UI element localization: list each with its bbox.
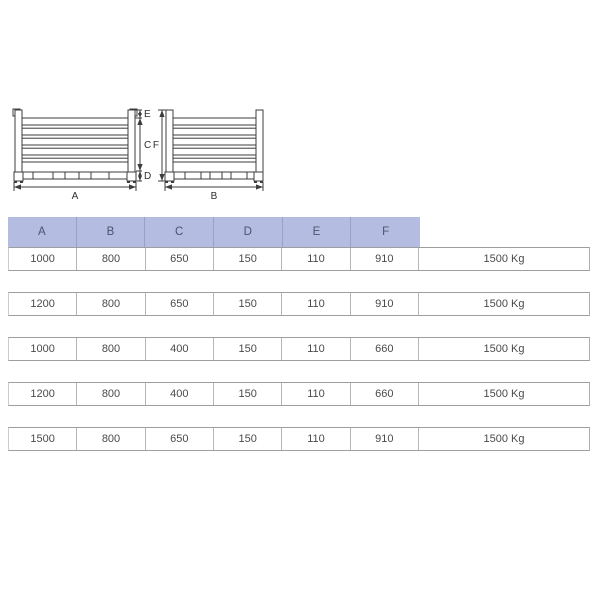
cell-e: 110 xyxy=(282,383,350,405)
cell-e: 110 xyxy=(282,293,350,315)
cell-d: 150 xyxy=(214,293,282,315)
cell-c: 650 xyxy=(146,293,214,315)
left-post xyxy=(15,110,22,180)
foot xyxy=(33,172,53,179)
cell-f: 660 xyxy=(351,338,419,360)
cell-b: 800 xyxy=(77,293,145,315)
cell-c: 650 xyxy=(146,248,214,270)
dim-label-b: B xyxy=(210,191,218,202)
col-header-weight-blank xyxy=(420,217,590,247)
cell-e: 110 xyxy=(282,338,350,360)
end-foot xyxy=(254,172,263,181)
side-view xyxy=(153,110,263,202)
cell-d: 150 xyxy=(214,428,282,450)
container-technical-drawing xyxy=(5,98,285,203)
col-header-a: A xyxy=(8,217,77,247)
col-header-d: D xyxy=(214,217,283,247)
cell-a: 1200 xyxy=(9,383,77,405)
cell-f: 660 xyxy=(351,383,419,405)
col-header-c: C xyxy=(145,217,214,247)
cell-b: 800 xyxy=(77,428,145,450)
col-header-b: B xyxy=(77,217,146,247)
dim-label-a: A xyxy=(71,191,79,202)
dimensions-table xyxy=(8,217,590,451)
foot xyxy=(185,172,201,179)
cell-c: 650 xyxy=(146,428,214,450)
cell-a: 1500 xyxy=(9,428,77,450)
end-foot xyxy=(14,172,23,181)
table-row xyxy=(8,247,590,271)
end-foot xyxy=(127,172,136,181)
dim-label-c: C xyxy=(144,140,152,151)
cell-d: 150 xyxy=(214,248,282,270)
cell-weight: 1500 Kg xyxy=(483,388,525,400)
foot xyxy=(65,172,79,179)
table-row xyxy=(8,382,590,406)
foot xyxy=(231,172,247,179)
cell-weight: 1500 Kg xyxy=(483,343,525,355)
cell-a: 1000 xyxy=(9,248,77,270)
rail xyxy=(22,145,128,148)
rail xyxy=(173,155,256,158)
cell-e: 110 xyxy=(282,428,350,450)
cell-a: 1200 xyxy=(9,293,77,315)
cell-f: 910 xyxy=(351,293,419,315)
dim-label-d: D xyxy=(144,171,152,182)
cell-a: 1000 xyxy=(9,338,77,360)
cell-d: 150 xyxy=(214,383,282,405)
rail xyxy=(22,155,128,158)
cell-c: 400 xyxy=(146,383,214,405)
rail xyxy=(22,125,128,128)
cell-weight: 1500 Kg xyxy=(483,253,525,265)
foot xyxy=(210,172,222,179)
cell-b: 800 xyxy=(77,248,145,270)
col-header-e: E xyxy=(283,217,352,247)
cell-f: 910 xyxy=(351,428,419,450)
cell-weight: 1500 Kg xyxy=(483,433,525,445)
dim-label-e: E xyxy=(144,109,151,120)
table-row xyxy=(8,292,590,316)
table-row xyxy=(8,337,590,361)
table-row xyxy=(8,427,590,451)
left-post xyxy=(166,110,173,180)
table-header-row xyxy=(8,217,590,247)
foot xyxy=(91,172,109,179)
rail xyxy=(173,145,256,148)
cell-b: 800 xyxy=(77,338,145,360)
front-view xyxy=(13,109,151,202)
cell-b: 800 xyxy=(77,383,145,405)
end-foot xyxy=(165,172,174,181)
cell-f: 910 xyxy=(351,248,419,270)
cell-c: 400 xyxy=(146,338,214,360)
rail xyxy=(173,125,256,128)
dim-label-f: F xyxy=(152,140,159,151)
col-header-f: F xyxy=(351,217,420,247)
cell-d: 150 xyxy=(214,338,282,360)
cell-weight: 1500 Kg xyxy=(483,298,525,310)
cell-e: 110 xyxy=(282,248,350,270)
right-post xyxy=(128,110,135,180)
rail xyxy=(22,135,128,138)
right-post xyxy=(256,110,263,180)
rail xyxy=(173,135,256,138)
